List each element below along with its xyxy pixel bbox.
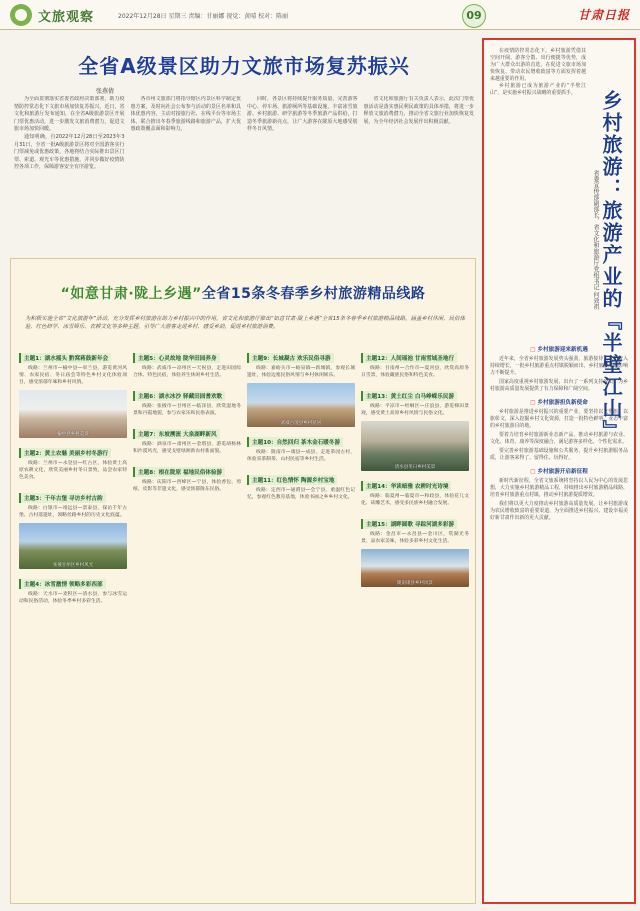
subheading: □ 乡村旅游开启新征程 <box>490 467 628 475</box>
article-paragraph: 乡村旅游是推进乡村振兴的重要产业，要坚持以文塑旅、以旅彰文，深入挖掘乡村文化资源，打造一批特色鲜明、业态丰富的乡村旅游目的地。 <box>490 409 628 429</box>
route-section <box>247 429 355 463</box>
route-column <box>19 345 127 897</box>
route-section <box>361 473 469 507</box>
photo-caption: 张掖甘州区乡村风光 <box>52 563 94 568</box>
route-text: 线路：酒泉市—肃州区—金塔县，游览胡杨林和沙漠风光，感受戈壁绿洲新农村新面貌。 <box>133 442 241 454</box>
page-number: 09 <box>462 4 486 28</box>
route-theme: 主题4：冰雪激情 领略多彩西部 <box>19 579 106 589</box>
photo-caption: 陇南康县乡村风景 <box>397 581 433 586</box>
route-theme: 主题8：根在陇原 福地民俗体验游 <box>133 467 225 477</box>
article-paragraph: 乡村旅游已成为旅游产业的“半壁江山”，是实施乡村振兴战略的重要抓手。 <box>490 83 586 96</box>
route-theme: 主题10：自然回归 茶木金石暖冬游 <box>247 437 343 447</box>
route-theme: 主题5：心灵故地 陇华田园养身 <box>133 353 220 363</box>
route-text: 线路：兰州市—榆中县—皋兰县，游览黄河风情、农家民宿、冬日庙会等特色乡村文化体验项目，感受浓郁年味和乡村风情。 <box>19 366 127 385</box>
page-header <box>0 0 640 30</box>
routes-intro: 为积极实施全省“文化旅游年”活动，充分发挥乡村旅游在助力乡村振兴中的作用，省文化和旅游厅推出“如意甘肃·陇上乡遇”全省15条冬春季乡村旅游精品线路，涵盖乡村休闲、民俗体验、红色研学、冰雪娱乐、农耕文化等多种主题，引导广大游客走进乡村、感受乡韵，促进乡村旅游消费。 <box>25 316 465 330</box>
article-paragraph: 新时代新征程，全省文旅系统将坚持以人民为中心的发展思想，大力实施乡村旅游精品工程，持续推出乡村旅游精品线路，培育乡村旅游重点村镇，推动乡村旅游提质增效。 <box>490 478 628 498</box>
article-paragraph: 省文化和旅游厅有关负责人表示，此次门票优惠活动是落实惠民利民政策的具体举措，将进一步释放文旅消费潜力，推动全省文旅行业加快恢复发展，为全年经济社会发展作出积极贡献。 <box>363 96 474 125</box>
route-theme: 主题2：黄土农魅 美丽乡村冬游行 <box>19 448 111 458</box>
route-text: 线路：嘉峪关市—峪泉镇—新城镇，参观长城遗址，体验边塞民俗风情与乡村休闲娱乐。 <box>247 366 355 378</box>
commentary-body <box>490 340 628 900</box>
route-column <box>361 345 469 897</box>
article-column <box>131 96 242 246</box>
route-section <box>133 345 241 379</box>
article-column <box>247 96 358 246</box>
article-paragraph: 要完善乡村旅游基础设施和公共服务，提升乡村旅游服务品质，让游客来得了、留得住、玩得好。 <box>490 448 628 461</box>
photo-caption: 清水县冬日乡村美景 <box>394 465 436 470</box>
village-photo <box>19 523 127 569</box>
routes-headline-main: 全省15条冬春季乡村旅游精品线路 <box>201 286 426 302</box>
route-section <box>19 485 127 519</box>
route-theme: 主题3：千年古堡 寻访乡村古韵 <box>19 493 106 503</box>
subheading: □ 乡村旅游担负新使命 <box>490 398 628 406</box>
article-paragraph: 为全面贯彻落实省委省政府决策部署，助力疫情防控常态化下文旅市场加快复苏振兴，近日，省文化和旅游厅发布通知，在全省A级旅游景区开展门票优惠活动，进一步激发文旅消费潜力，促进文旅市场加快回暖。 <box>14 96 125 133</box>
commentary-headline: 乡村旅游：旅游产业的『半壁江山』 <box>599 90 623 442</box>
article-paragraph: 国家高度重视乡村旅游发展，出台了一系列支持政策，为乡村旅游高质量发展提供了有力保障和广阔空间。 <box>490 379 628 392</box>
route-theme: 主题6：湖水冰沙 驿藏田园耆欢歌 <box>133 391 225 401</box>
lead-byline: 张燕倩 <box>96 88 115 95</box>
route-section <box>247 467 355 501</box>
route-columns <box>19 345 469 897</box>
article-paragraph: 要着力培育乡村旅游新业态新产品，推动乡村旅游与农业、文化、体育、康养等深度融合，满足游客多样化、个性化需求。 <box>490 432 628 445</box>
routes-headline-brand: “如意甘肃·陇上乡遇” <box>60 286 202 302</box>
route-column <box>247 345 355 897</box>
article-paragraph: 通知明确，自2022年12月28日至2023年3月31日，全省一批A级旅游景区将对全国游客实行门票减免或优惠政策，各地将结合实际推出景区门票、索道、观光车等优惠措施，并同步做好疫情防控各项工作，保障游客安全有序游览。 <box>14 133 125 171</box>
route-column <box>133 345 241 897</box>
village-photo <box>19 390 127 438</box>
dateline: 2022年12月28日 星期三 责编：甘丽娜 视觉：黄晴 校对：陈丽 <box>118 13 289 20</box>
rural-routes-feature <box>10 258 476 904</box>
article-column <box>14 96 125 246</box>
route-section <box>247 345 355 379</box>
route-text: 线路：临夏州—临夏市—和政县，体验花儿文化、砖雕艺术，感受多民族乡村融合发展。 <box>361 494 469 506</box>
route-text: 线路：兰州市—永登县—红古区，体验黄土高原农耕文化，欣赏美丽乡村冬日景致，品尝农家特色美食。 <box>19 461 127 480</box>
photo-caption: 榆中县乡村美景 <box>57 432 89 437</box>
village-photo <box>361 421 469 471</box>
village-photo <box>361 549 469 587</box>
section-logo-icon <box>10 4 32 26</box>
article-column <box>364 96 475 246</box>
route-text: 线路：陇南市—康县—成县，走进茶园古村，体验采茶制茶、山村民宿等乡村生活。 <box>247 450 355 462</box>
route-section <box>19 440 127 481</box>
route-text: 线路：武威市—凉州区—天祝县，走进田园综合体、特色民宿，体验养生休闲乡村生活。 <box>133 366 241 378</box>
route-theme: 主题13：黄土红尘 白马峥嵘乐民游 <box>361 391 457 401</box>
article-paragraph: 我们将以更大力度推动乡村旅游高质量发展，让乡村旅游成为农民增收致富的重要渠道，为全面推进乡村振兴、建设幸福美好新甘肃作出新的更大贡献。 <box>490 501 628 521</box>
route-text: 线路：平凉市—崆峒区—庄浪县，游览梯田景观，感受黄土高原乡村风情与民俗文化。 <box>361 404 469 416</box>
route-section <box>361 345 469 379</box>
route-text: 线路：白银市—靖远县—景泰县，探访千年古堡、古村落遗址，领略丝路乡村的历史文化底蕴。 <box>19 506 127 518</box>
lead-article-body <box>14 96 474 246</box>
section-title: 文旅观察 <box>38 10 95 25</box>
route-section <box>361 511 469 545</box>
route-text: 线路：金昌市—永昌县—金川区，赏湖光冬景、品农家美味，体验多彩乡村文化生活。 <box>361 532 469 544</box>
route-text: 线路：甘南州—合作市—夏河县，欣赏高原冬日雪景，体验藏族民俗和特色美食。 <box>361 366 469 378</box>
route-section <box>19 571 127 605</box>
newspaper-masthead: 甘肃日报 <box>577 8 630 22</box>
route-theme: 主题1：湖水摇头 黔窝蒋鼓新年会 <box>19 353 111 363</box>
route-section <box>19 345 127 386</box>
route-text: 线路：张掖市—甘州区—临泽县，欣赏湿地冬景和丹霞地貌，参与农家乐和民俗表演。 <box>133 404 241 416</box>
article-paragraph: 各市州文旅部门将指导辖区内景区科学制定优惠方案，及时向社会公布参与活动的景区名单和具体优惠内容，主动对接旅行社、在线平台等市场主体，联合推出冬春季旅游线路和旅游产品，扩大优惠政策覆盖面和影响力。 <box>130 96 241 133</box>
route-section <box>133 459 241 493</box>
subheading: □ 乡村旅游迎来新机遇 <box>490 345 628 353</box>
route-section <box>133 383 241 417</box>
article-paragraph: 近年来，全省乡村旅游发展势头强劲，旅游接待人次和收入持续增长，一批乡村旅游重点村镇脱颖而出，乡村旅游品牌影响力不断提升。 <box>490 356 628 376</box>
lead-headline: 全省A级景区助力文旅市场复苏振兴 <box>78 54 410 78</box>
route-theme: 主题11：红色情怀 陶源乡村宝地 <box>247 475 337 485</box>
route-theme: 主题15：湖畔圆歌 寻踪河湖多彩游 <box>361 519 457 529</box>
routes-headline <box>11 283 475 303</box>
route-section <box>133 421 241 455</box>
route-text: 线路：庆阳市—西峰区—宁县，体验香包、剪纸、皮影等非遗文化，感受浓郁陇东民俗。 <box>133 480 241 492</box>
commentary-column <box>482 38 636 904</box>
article-paragraph: 同时，各景区将持续提升服务质量，完善游客中心、停车场、旅游厕所等基础设施，丰富冰雪旅游、乡村旅游、研学旅游等冬季旅游产品供给，打造冬季旅游新亮点，让广大游客在陇原大地感受别样冬日风情。 <box>247 96 358 133</box>
village-photo <box>247 383 355 427</box>
article-paragraph: 在疫情防控常态化下，乡村旅游凭借其空间开阔、游客分散、出行便捷等优势，成为广大群众出游的首选，在促进文旅市场加快恢复、带动农民增收致富等方面发挥着越来越重要的作用。 <box>490 48 586 82</box>
photo-caption: 武威古浪县乡村民居 <box>280 421 322 426</box>
route-theme: 主题14：华读暗雅 农耕时光诗境 <box>361 481 451 491</box>
route-theme: 主题12：人间瑶池 甘南雪域圣地行 <box>361 353 457 363</box>
route-text: 线路：天水市—麦积区—清水县，参与冰雪运动和民俗活动，体验冬季乡村多彩生活。 <box>19 592 127 604</box>
route-text: 线路：定西市—通渭县—会宁县，重温红色记忆，参观红色教育基地，体验书画之乡乡村文化。 <box>247 488 355 500</box>
route-section <box>361 383 469 417</box>
route-theme: 主题9：长城凝古 欢乐民俗寻游 <box>247 353 334 363</box>
commentary-lead <box>490 48 586 97</box>
commentary-author: 省委宣传部副部长、省文化和旅游厅党组书记 何效祖 <box>592 170 599 310</box>
route-theme: 主题7：东坡溯流 大泉湖畔新风 <box>133 429 220 439</box>
